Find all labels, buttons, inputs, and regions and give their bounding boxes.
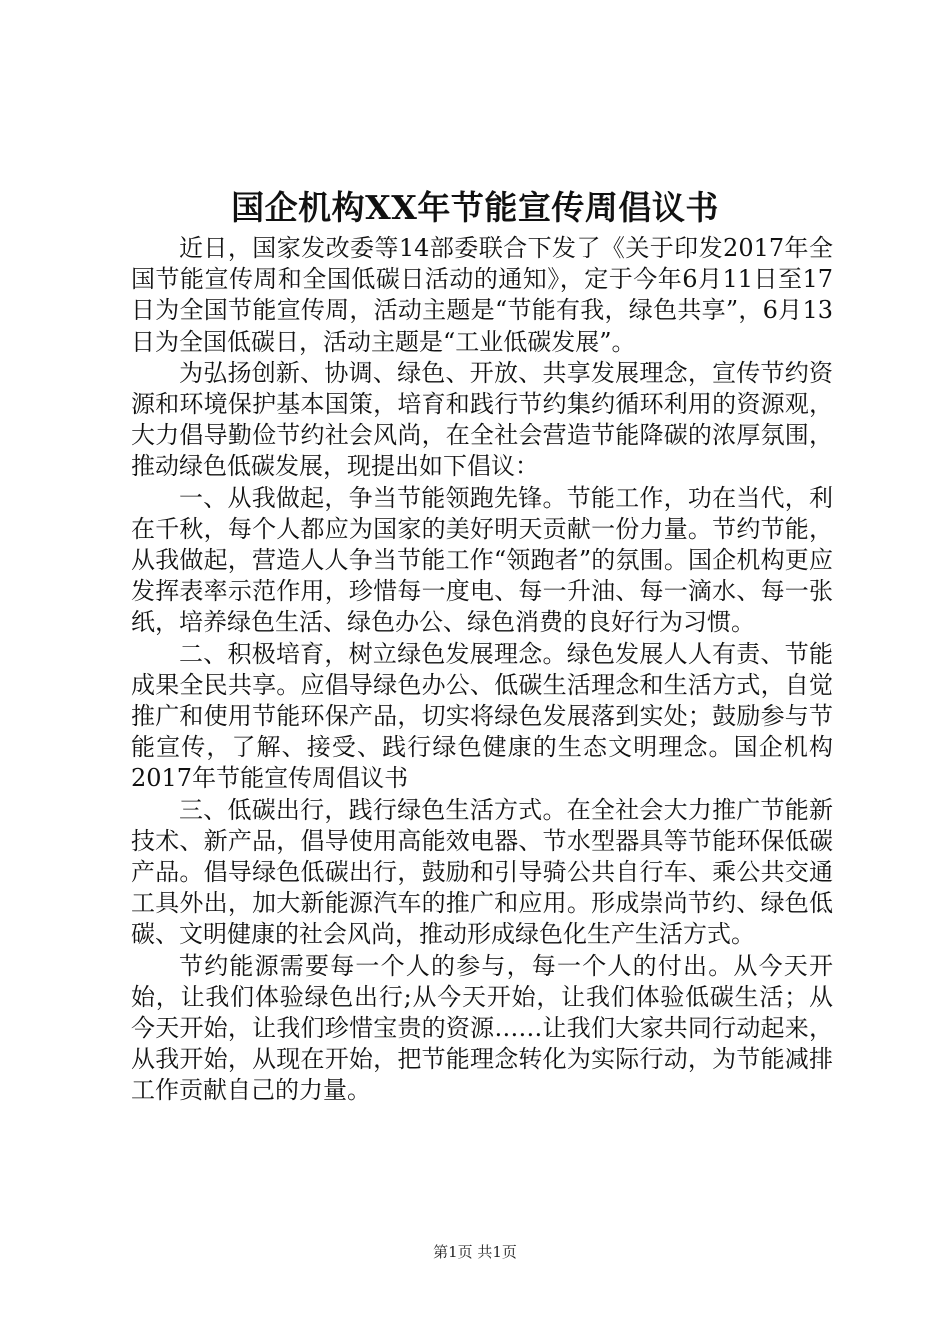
paragraph-proposal-3: 三、低碳出行，践行绿色生活方式。在全社会大力推广节能新技术、新产品，倡导使用高能效电器、节水型器具等节能环保低碳产品。倡导绿色低碳出行，鼓励和引导骑公共自行车、乘公共交通工具外出，加大新能源汽车的推广和应用。形成崇尚节约、绿色低碳、文明健康的社会风尚，推动形成绿色化生产生活方式。 — [131, 795, 833, 949]
paragraph-purpose: 为弘扬创新、协调、绿色、开放、共享发展理念，宣传节约资源和环境保护基本国策，培育和践行节约集约循环利用的资源观，大力倡导勤俭节约社会风尚，在全社会营造节能降碳的浓厚氛围，推动绿色低碳发展，现提出如下倡议： — [131, 358, 833, 481]
paragraph-intro: 近日，国家发改委等14部委联合下发了《关于印发2017年全国节能宣传周和全国低碳日活动的通知》，定于今年6月11日至17日为全国节能宣传周，活动主题是“节能有我，绿色共享”，6月13日为全国低碳日，活动主题是“工业低碳发展”。 — [131, 234, 833, 356]
paragraph-proposal-2: 二、积极培育，树立绿色发展理念。绿色发展人人有责、节能成果全民共享。应倡导绿色办公、低碳生活理念和生活方式，自觉推广和使用节能环保产品，切实将绿色发展落到实处；鼓励参与节能宣传，了解、接受、践行绿色健康的生态文明理念。国企机构2017年节能宣传周倡议书 — [131, 639, 833, 793]
page-footer: 第1页 共1页 — [433, 1243, 517, 1261]
document-body — [131, 233, 833, 1107]
document-title: 国企机构XX年节能宣传周倡议书 — [231, 188, 719, 227]
paragraph-closing: 节约能源需要每一个人的参与，每一个人的付出。从今天开始，让我们体验绿色出行;从今天开始，让我们体验低碳生活；从今天开始，让我们珍惜宝贵的资源……让我们大家共同行动起来，从我开始，从现在开始，把节能理念转化为实际行动，为节能减排工作贡献自己的力量。 — [131, 951, 833, 1105]
paragraph-proposal-1: 一、从我做起，争当节能领跑先锋。节能工作，功在当代，利在千秋，每个人都应为国家的美好明天贡献一份力量。节约节能，从我做起，营造人人争当节能工作“领跑者”的氛围。国企机构更应发挥表率示范作用，珍惜每一度电、每一升油、每一滴水、每一张纸，培养绿色生活、绿色办公、绿色消费的良好行为习惯。 — [131, 483, 833, 637]
